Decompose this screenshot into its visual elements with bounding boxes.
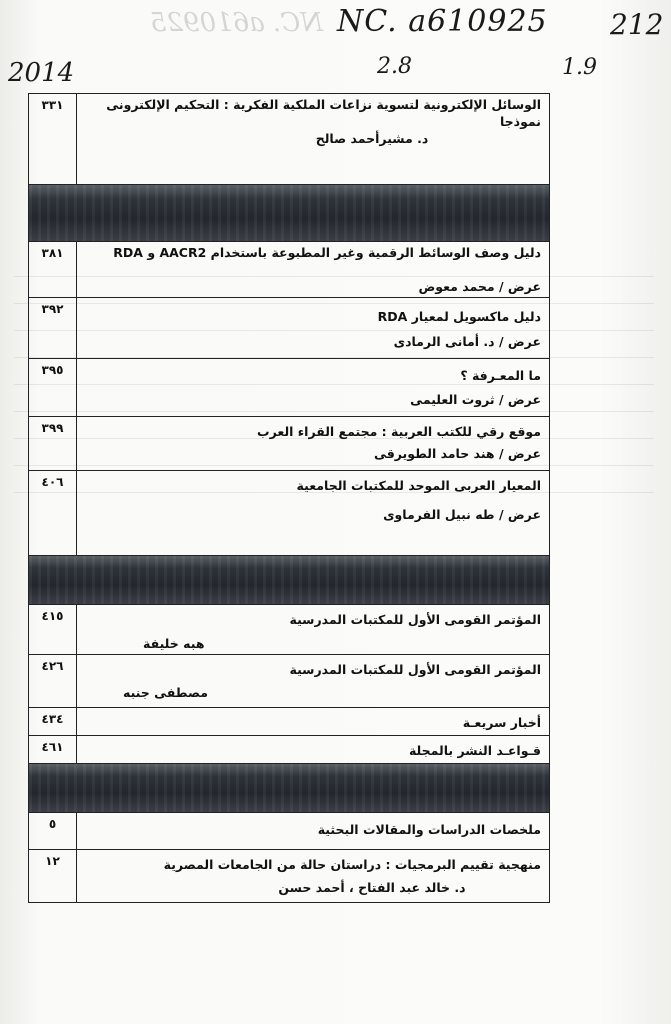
page-number: ٣٩٢ — [29, 298, 77, 358]
entry-body — [77, 736, 549, 763]
entry-title: أخبار سريعـة — [462, 715, 541, 730]
entry-title: المؤتمر القومى الأول للمكتبات المدرسية — [289, 612, 541, 627]
section-divider-band — [29, 764, 549, 813]
entry-author: هبه خليفة — [143, 636, 205, 651]
handwritten-mid-note: 2.8 — [377, 54, 412, 79]
page-number: ٤٦١ — [29, 736, 77, 763]
page-number: ٣٩٩ — [29, 417, 77, 470]
entry-body — [77, 298, 549, 358]
entry-title: المعيار العربى الموحد للمكتبات الجامعية — [296, 478, 541, 493]
page-number: ٣٨١ — [29, 242, 77, 297]
handwritten-nc-number: NC. a610925 — [337, 4, 548, 39]
toc-row — [29, 471, 549, 556]
toc-row — [29, 298, 549, 359]
mirrored-stamp-ghost: NC. a610925 — [150, 8, 323, 38]
entry-body — [77, 813, 549, 849]
toc-row — [29, 94, 549, 185]
entry-title: المؤتمر القومى الأول للمكتبات المدرسية — [289, 662, 541, 677]
table-of-contents — [28, 93, 550, 903]
page-number: ٤٣٤ — [29, 708, 77, 735]
entry-body — [77, 655, 549, 707]
entry-title: ملخصات الدراسات والمقالات البحثية — [317, 822, 541, 837]
toc-row — [29, 708, 549, 736]
entry-body — [77, 359, 549, 416]
toc-row — [29, 655, 549, 708]
entry-body — [77, 417, 549, 470]
page-number: ٣٩٥ — [29, 359, 77, 416]
entry-title: ما المعـرفة ؟ — [460, 368, 541, 383]
toc-row — [29, 813, 549, 850]
entry-title: دليل وصف الوسائط الرقمية وغير المطبوعة باستخدام AACR2 و RDA — [113, 245, 541, 260]
entry-author: مصطفى جنبه — [123, 685, 209, 700]
entry-body — [77, 242, 549, 297]
page-number: ١٢ — [29, 850, 77, 902]
entry-body — [77, 471, 549, 555]
handwritten-right-note: 1.9 — [562, 55, 597, 80]
toc-row — [29, 359, 549, 417]
entry-title: موقع رقي للكتب العربية : مجتمع القراء العرب — [257, 424, 541, 439]
entry-body — [77, 850, 549, 902]
entry-author: عرض / د. أمانى الرمادى — [393, 334, 541, 349]
entry-author: د. خالد عبد الفتاح ، أحمد حسن — [278, 880, 466, 895]
entry-title: دليل ماكسويل لمعيار RDA — [377, 309, 541, 324]
toc-row — [29, 417, 549, 471]
entry-author: عرض / هند حامد الطويرقى — [373, 446, 541, 461]
entry-title: منهجية تقييم البرمجيات : دراستان حالة من الجامعات المصرية — [163, 857, 541, 872]
entry-author: عرض / محمد معوض — [418, 279, 541, 294]
section-divider-band — [29, 185, 549, 242]
entry-author: عرض / طه نبيل الفرماوى — [383, 507, 541, 522]
entry-author: د. مشيرأحمد صالح — [315, 131, 429, 146]
section-divider-band — [29, 556, 549, 605]
page-number: ٤٠٦ — [29, 471, 77, 555]
page-number: ٣٣١ — [29, 94, 77, 184]
entry-title: قـواعـد النشر بالمجلة — [408, 743, 541, 758]
entry-body — [77, 94, 549, 184]
entry-author: عرض / ثروت العليمى — [410, 392, 541, 407]
entry-title: الوسائل الإلكترونية لتسوية نزاعات الملكية الفكرية : التحكيم الإلكترونى نموذجا — [106, 97, 541, 129]
handwritten-page-ref: 212 — [610, 8, 664, 41]
page-number: ٥ — [29, 813, 77, 849]
toc-row — [29, 242, 549, 298]
entry-body — [77, 605, 549, 654]
entry-body — [77, 708, 549, 735]
handwritten-year: 2014 — [8, 58, 75, 88]
page-number: ٤٢٦ — [29, 655, 77, 707]
toc-row — [29, 605, 549, 655]
page-number: ٤١٥ — [29, 605, 77, 654]
toc-row — [29, 850, 549, 902]
toc-row — [29, 736, 549, 764]
